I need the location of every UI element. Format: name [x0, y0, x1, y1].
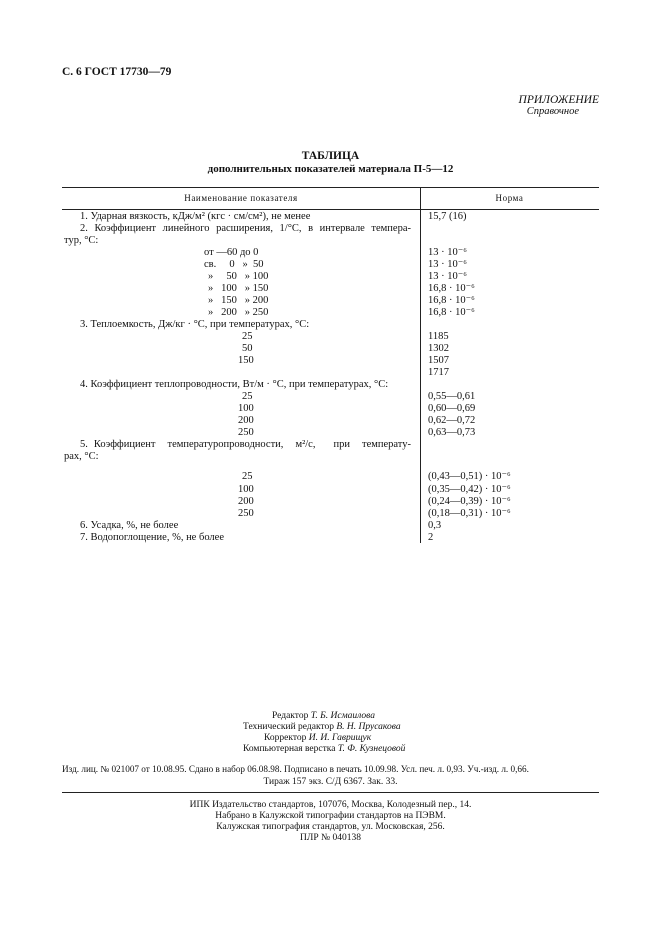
credit-role: Компьютерная верстка: [243, 744, 336, 754]
column-header-norm: Норма: [495, 193, 524, 203]
publisher-line: ИПК Издательство стандартов, 107076, Москва, Колодезный пер., 14.: [189, 800, 472, 810]
row-norm: (0,35—0,42) · 10⁻⁶: [428, 484, 511, 495]
row-label: 200: [238, 415, 254, 426]
credit-person: В. Н. Прусакова: [336, 722, 401, 732]
row-norm: 13 · 10⁻⁶: [428, 247, 467, 258]
indicators-table: [62, 187, 599, 543]
publisher-line: Набрано в Калужской типографии стандартов на ПЭВМ.: [215, 811, 446, 821]
row-label: св. 0 » 50: [204, 259, 264, 270]
credit-role: Технический редактор: [243, 722, 334, 732]
row-norm: (0,18—0,31) · 10⁻⁶: [428, 508, 511, 519]
row-label: 25: [242, 331, 253, 342]
row-norm: 16,8 · 10⁻⁶: [428, 295, 475, 306]
row-norm: 1717: [428, 367, 449, 378]
row-norm: 16,8 · 10⁻⁶: [428, 283, 475, 294]
divider: [62, 792, 599, 793]
row-label: 250: [238, 427, 254, 438]
publisher-line: Калужская типография стандартов, ул. Московская, 256.: [216, 822, 445, 832]
imprint-line: Тираж 157 экз. С/Д 6367. Зак. 33.: [263, 777, 398, 787]
row-label: рах, °С:: [64, 451, 99, 462]
row-label: » 150 » 200: [208, 295, 269, 306]
row-label: » 50 » 100: [208, 271, 269, 282]
page-header: С. 6 ГОСТ 17730—79: [62, 66, 172, 78]
row-norm: 15,7 (16): [428, 211, 467, 222]
credit-corrector: [264, 733, 371, 743]
row-norm: 0,60—0,69: [428, 403, 476, 414]
row-label: 3. Теплоемкость, Дж/кг · °С, при температурах, °С:: [80, 319, 310, 330]
row-norm: (0,24—0,39) · 10⁻⁶: [428, 496, 511, 507]
row-norm: 1185: [428, 331, 449, 342]
row-norm: 2: [428, 532, 434, 543]
table-top-rule: [62, 187, 599, 188]
credit-tech-editor: [243, 722, 401, 732]
row-norm: 13 · 10⁻⁶: [428, 259, 467, 270]
table-subtitle: дополнительных показателей материала П-5—12: [207, 163, 454, 175]
row-norm: 0,63—0,73: [428, 427, 476, 438]
row-label: 5. Коэффициент температуропроводности, м²/с, при температу-: [80, 439, 411, 450]
row-norm: 1507: [428, 355, 449, 366]
table-column-divider: [420, 187, 421, 543]
row-label: 1. Ударная вязкость, кДж/м² (кгс · см/см²), не менее: [80, 211, 311, 222]
row-label: » 200 » 250: [208, 307, 269, 318]
column-header-name: Наименование показателя: [184, 193, 298, 203]
credit-role: Редактор: [272, 711, 309, 721]
row-norm: 0,62—0,72: [428, 415, 476, 426]
row-label: 6. Усадка, %, не более: [80, 520, 179, 531]
imprint-line: Изд. лиц. № 021007 от 10.08.95. Сдано в набор 06.08.98. Подписано в печать 10.09.98. Усл. печ. л. 0,93. Уч.-изд. л. 0,66.: [62, 764, 529, 774]
appendix-note: Справочное: [526, 106, 579, 117]
row-label: от —60 до 0: [204, 247, 259, 258]
row-label: 50: [242, 343, 253, 354]
credit-role: Корректор: [264, 733, 307, 743]
row-label: тур, °С:: [64, 235, 99, 246]
credit-person: Т. Ф. Кузнецовой: [337, 744, 406, 754]
row-norm: 16,8 · 10⁻⁶: [428, 307, 475, 318]
row-label: » 100 » 150: [208, 283, 269, 294]
table-header-rule: [62, 209, 599, 210]
row-norm: 0,3: [428, 520, 442, 531]
row-norm: 1302: [428, 343, 449, 354]
row-label: 250: [238, 508, 254, 519]
appendix-label: ПРИЛОЖЕНИЕ: [518, 94, 599, 106]
row-label: 100: [238, 403, 254, 414]
row-norm: (0,43—0,51) · 10⁻⁶: [428, 471, 511, 482]
credit-person: И. И. Гаврищук: [308, 733, 372, 743]
row-label: 150: [238, 355, 254, 366]
row-label: 100: [238, 484, 254, 495]
credit-person: Т. Б. Исмаилова: [310, 711, 375, 721]
credit-layout: [243, 744, 405, 754]
row-label: 200: [238, 496, 254, 507]
row-norm: 13 · 10⁻⁶: [428, 271, 467, 282]
row-label: 7. Водопоглощение, %, не более: [80, 532, 224, 543]
row-label: 25: [242, 471, 253, 482]
credit-editor: [272, 711, 375, 721]
row-label: 25: [242, 391, 253, 402]
table-title: ТАБЛИЦА: [301, 150, 360, 162]
row-label: 2. Коэффициент линейного расширения, 1/°С, в интервале темпера-: [80, 223, 411, 234]
publisher-line: ПЛР № 040138: [300, 833, 361, 843]
row-label: 4. Коэффициент теплопроводности, Вт/м · °С, при температурах, °С:: [80, 379, 389, 390]
row-norm: 0,55—0,61: [428, 391, 476, 402]
